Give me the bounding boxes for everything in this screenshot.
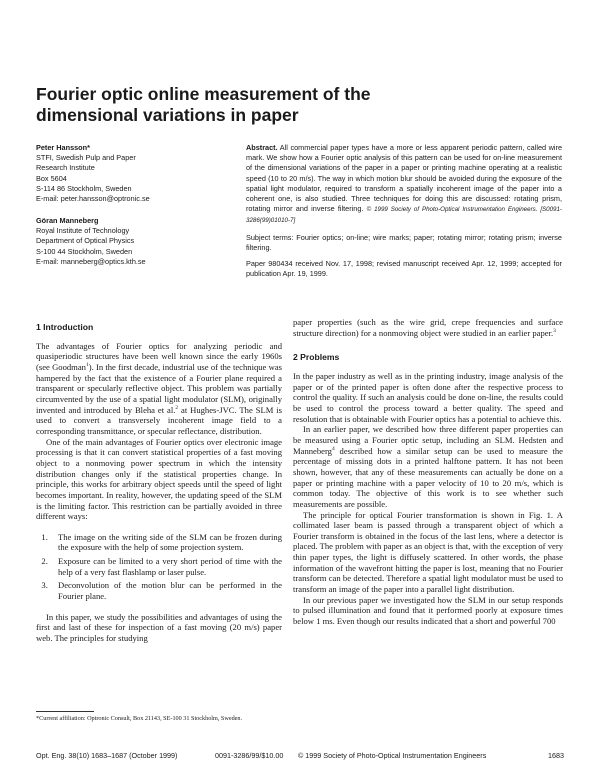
list-item: 1. The image on the writing side of the SLM can be frozen during the exposure with the help of some projection system. (50, 532, 282, 553)
received-dates: Paper 980434 received Nov. 17, 1998; revised manuscript received Apr. 12, 1999; accepted for publication Apr. 19, 1999. (246, 259, 562, 279)
author-email: E-mail: peter.hansson@optronic.se (36, 194, 150, 204)
section-heading-problems: 2 Problems (293, 352, 340, 363)
text-run: described how a similar setup can be used to measure the percentage of missing dots in a printed halftone pattern. It has not been shown, however, that any of these measurements can actually be done on a paper or printing machine with a paper velocity of 10 to 20 m/s, which is common today. The objective of this work is to see whether such measurements are possible. (293, 445, 563, 509)
footnote-divider (36, 711, 94, 712)
affiliation-line: S-114 86 Stockholm, Sweden (36, 183, 132, 193)
text-run: The advantages of Fourier optics for analyzing periodic and quasiperiodic structures have been well known since the early 1960s (see Goodman (36, 340, 282, 372)
text-run: paper properties (such as the wire grid, crepe frequencies and surface structure direction) for a nonmoving object were studied in an earlier paper. (293, 317, 563, 338)
subject-terms: Subject terms: Fourier optics; on-line; wire marks; paper; rotating mirror; rotating prism; inverse filtering. (246, 232, 562, 252)
body-paragraph: In this paper, we study the possibilities and advantages of using the first and last of these for inspection of a fast moving (20 m/s) paper web. The principles for studying (36, 611, 282, 644)
abstract-label: Abstract. (246, 143, 278, 152)
affiliation-line: Research Institute (36, 163, 95, 173)
author-name: Göran Manneberg (36, 216, 99, 225)
copyright-notice: © 1999 Society of Photo-Optical Instrumentation Engineers. [S0091-3286(99)01010-7] (246, 206, 562, 225)
body-paragraph: In the paper industry as well as in the printing industry, image analysis of the paper or of the printed paper is often done after the respective process to control the quality. If such an analysis could be done on-line, the results could be used to control the process toward a better quality. The speed and resolution that is obtainable with Fourier optics has a potential to achieve this. (293, 370, 563, 424)
footnote: *Current affiliation: Optronic Consult, Box 21143, SE-100 31 Stockholm, Sweden. (36, 715, 243, 722)
author-block-2 (36, 216, 236, 267)
reference-superscript: 1 (85, 362, 89, 369)
body-paragraph: One of the main advantages of Fourier optics over electronic image processing is that it can convert statistical properties of a fast moving object to a nonmoving power spectrum in which the intensity distribution changes only if the statistical properties change. In principle, this works for arbitrary object speeds until the speed of light becomes important. In reality, however, the updating speed of the SLM is the limiting factor. This restriction can be partially avoided in three different ways: (36, 436, 282, 522)
affiliation-line: S-100 44 Stockholm, Sweden (36, 246, 133, 256)
reference-superscript: 2 (175, 404, 179, 411)
body-paragraph: In our previous paper we investigated how the SLM in our setup responds to pulsed illumination and found that it performed poorly at exposure times below 1 ms. Even though our results indicated that a short and powerful 700 (293, 594, 563, 627)
affiliation-line: STFI, Swedish Pulp and Paper (36, 153, 136, 163)
abstract-paragraph (246, 143, 562, 227)
affiliation-line: Box 5604 (36, 173, 67, 183)
body-paragraph (293, 424, 563, 509)
author-block-1 (36, 143, 236, 204)
society-copyright: © 1999 Society of Photo-Optical Instrumentation Engineers (298, 751, 487, 760)
text-run: In an earlier paper, we described how three different paper properties can be measured using a Fourier optic setup, including an SLM. Hedsten and Manneberg (293, 424, 563, 456)
body-paragraph (293, 317, 563, 338)
body-paragraph: The principle for optical Fourier transformation is shown in Fig. 1. A collimated laser beam is passed through a transparent object of which a Fourier transform is obtained in the focus of the last lens, where a detector is placed. The problem with paper as an object is that, with the exception of very thin paper types, the light is diffusely scattered. In other words, the phase information of the wavefront hitting the paper is lost, meaning that no Fourier transform can be detected. Therefore a spatial light modulator must be used to transform an image of the paper into a parallel light distribution. (293, 509, 563, 595)
abstract-text: All commercial paper types have a more or less apparent periodic pattern, called wire mark. We show how a Fourier optic analysis of this pattern can be used for on-line measurement of the dimensional variations of the paper in a paper or printing machine operating at a realistic speed (10 to 20 m/s). The way in which motion blur should be avoided during the exposure of the spatial light modulator, required to transform a spatially incoherent image of the paper into a coherent one, is also studied. Three techniques for doing this are discussed: rotating prism, rotating mirror and inverse filtering. (246, 143, 563, 214)
list-item: 3. Deconvolution of the motion blur can be performed in the Fourier plane. (50, 580, 282, 601)
journal-citation: Opt. Eng. 38(10) 1683–1687 (October 1999) (36, 751, 178, 760)
affiliation-line: Royal Institute of Technology (36, 226, 130, 236)
reference-superscript: 4 (331, 445, 335, 452)
issn: 0091-3286/99/$10.00 (215, 751, 284, 760)
body-paragraph (36, 341, 282, 437)
paper-title: Fourier optic online measurement of the dimensional variations in paper (36, 84, 371, 125)
page-number: 1683 (548, 751, 564, 760)
abstract-block (246, 143, 562, 285)
text-run: at Hughes-JVC. The SLM is used to convert a transversely incoherent image field to a corresponding transmittance, or specular reflectance, distribution. (36, 404, 282, 436)
section-heading-introduction: 1 Introduction (36, 322, 94, 332)
right-column (293, 317, 563, 627)
list-item: 2. Exposure can be limited to a very short period of time with the help of a very fast flashlamp or laser pulse. (50, 556, 282, 577)
author-email: E-mail: manneberg@optics.kth.se (36, 256, 146, 266)
text-run: ). In the first decade, industrial use of the technique was hampered by the fact that the existence of a Fourier plane required a transparent or specularly reflective object. This problem was partially circumvented by the use of a spatial light modulator (SLM), originally invented and introduced by Blehа et al. (36, 361, 282, 415)
affiliation-line: Department of Optical Physics (36, 236, 135, 246)
reference-superscript: 3 (553, 327, 556, 334)
author-name: Peter Hansson* (36, 143, 90, 152)
numbered-list (36, 532, 282, 602)
left-column (36, 322, 282, 644)
